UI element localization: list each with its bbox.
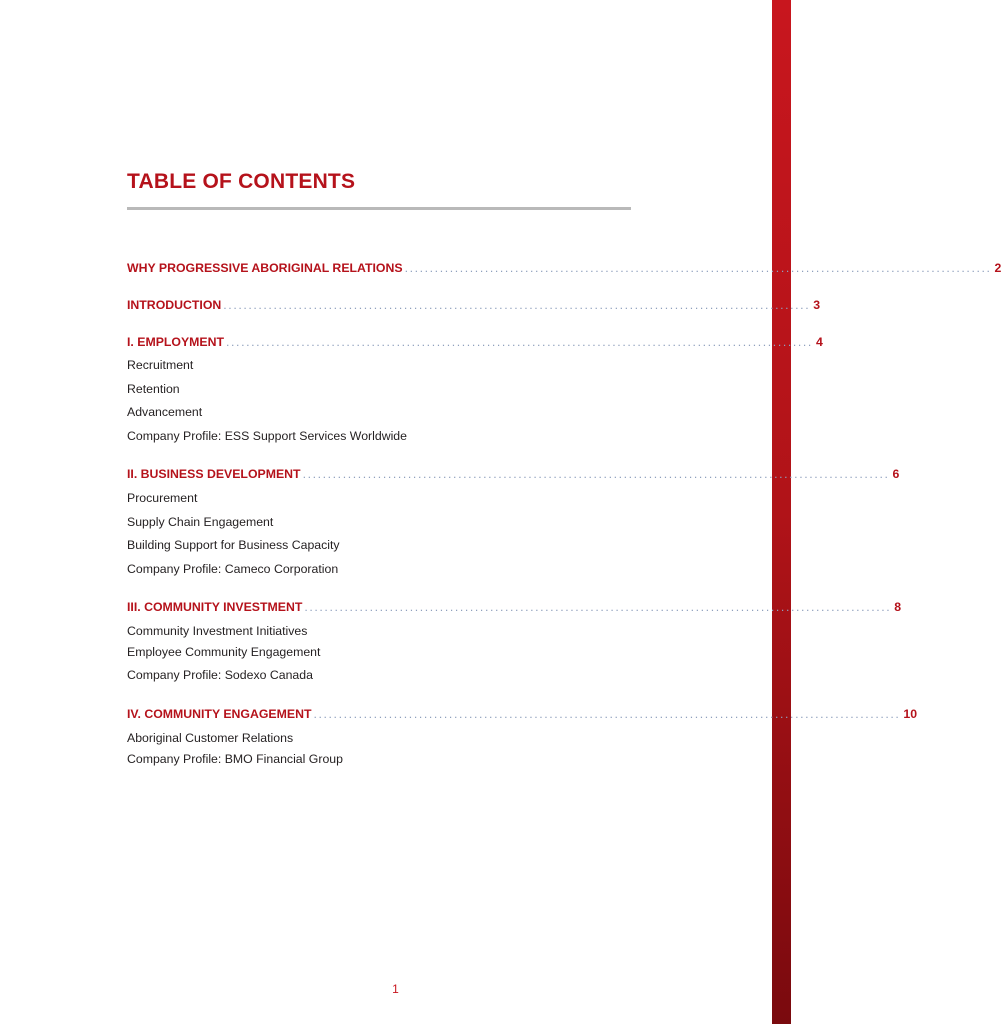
toc-entry-label: III. COMMUNITY INVESTMENT: [127, 600, 303, 614]
toc-entry-label: IV. COMMUNITY ENGAGEMENT: [127, 707, 312, 721]
toc-entry-community-engagement[interactable]: [127, 706, 918, 722]
toc-subitem: Aboriginal Customer Relations: [127, 731, 294, 745]
toc-subitem: Community Investment Initiatives: [127, 624, 308, 638]
toc-entry-page: 8: [894, 600, 902, 614]
toc-entry-label: WHY PROGRESSIVE ABORIGINAL RELATIONS: [127, 261, 403, 275]
leader-dots: .....................................................................................................................: [302, 467, 890, 481]
toc-subitem: Company Profile: BMO Financial Group: [127, 752, 343, 766]
toc-subitem: Company Profile: Sodexo Canada: [127, 668, 313, 682]
leader-dots: .....................................................................................................................: [226, 335, 813, 349]
toc-entry-label: II. BUSINESS DEVELOPMENT: [127, 467, 301, 481]
toc-entry-page: 10: [903, 707, 918, 721]
toc-entry-business-development[interactable]: [127, 466, 900, 482]
leader-dots: .....................................................................................................................: [404, 261, 992, 275]
toc-subitem: Recruitment: [127, 358, 194, 372]
toc-subitem: Building Support for Business Capacity: [127, 538, 340, 552]
toc-subitem: Procurement: [127, 491, 198, 505]
toc-subitem: Retention: [127, 382, 180, 396]
leader-dots: .....................................................................................................................: [304, 600, 892, 614]
leader-dots: .....................................................................................................................: [223, 298, 811, 312]
toc-entry-introduction[interactable]: [127, 297, 821, 313]
toc-subitem: Advancement: [127, 405, 203, 419]
decorative-side-bar: [772, 0, 791, 1024]
leader-dots: .....................................................................................................................: [313, 707, 901, 721]
toc-entry-why-progressive[interactable]: [127, 260, 1001, 276]
toc-subitem: Supply Chain Engagement: [127, 515, 274, 529]
toc-entry-page: 3: [813, 298, 821, 312]
toc-subitem: Employee Community Engagement: [127, 645, 321, 659]
toc-subitem: Company Profile: ESS Support Services Worldwide: [127, 429, 407, 443]
toc-entry-page: 6: [892, 467, 900, 481]
toc-entry-label: I. EMPLOYMENT: [127, 335, 225, 349]
toc-entry-employment[interactable]: [127, 334, 823, 350]
toc-entry-page: 4: [815, 335, 823, 349]
toc-entry-label: INTRODUCTION: [127, 298, 222, 312]
page-number: 1: [392, 982, 399, 996]
toc-entry-page: 2: [994, 261, 1001, 275]
toc-subitem: Company Profile: Cameco Corporation: [127, 562, 339, 576]
page-title: TABLE OF CONTENTS: [127, 170, 356, 193]
title-divider: [127, 207, 631, 210]
toc-entry-community-investment[interactable]: [127, 599, 902, 615]
